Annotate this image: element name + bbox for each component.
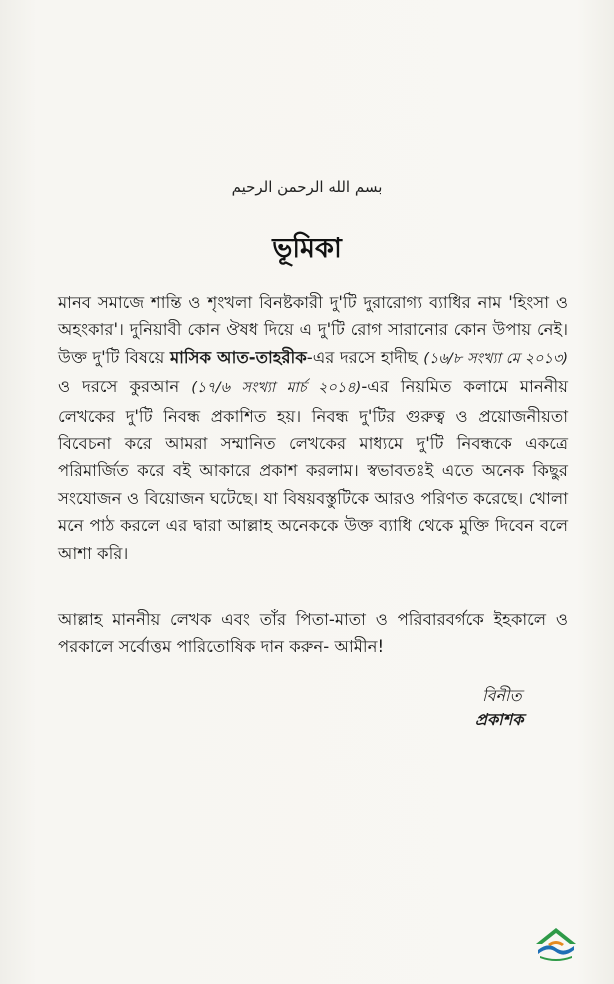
signoff-humbly: বিনীত (482, 686, 522, 705)
logo-wave-blue (538, 945, 574, 954)
signoff-publisher: প্রকাশক (475, 710, 524, 729)
para1-text-d: -এর নিয়মিত কলামে মাননীয় লেখকের দু'টি নিবন্ধ প্রকাশিত হয়। নিবন্ধ দু'টির গুরুত্ব ও প্রয়োজনীয়তা বিবেচনা করে আমরা সম্মানিত লেখকের মাধ্যমে দু'টি নিবন্ধকে একত্রে পরিমার্জিত করে বই আকারে প্রকাশ করলাম। স্বভাবতঃই এতে অনেক কিছুর সংযোজন ও বিয়োজন ঘটেছে। যা বিষয়বস্তুটিকে আরও পরিণত করেছে। খোলা মনে পাঠ করলে এর দ্বারা আল্লাহ অনেককে উক্ত ব্যাধি থেকে মুক্তি দিবেন বলে আশা করি। (58, 377, 568, 563)
logo-base-green (540, 956, 572, 961)
para1-text-b: -এর দরসে হাদীছ (306, 347, 424, 367)
magazine-name: মাসিক আত-তাহরীক (169, 347, 307, 367)
publisher-logo-icon (532, 922, 580, 962)
para1-text-a: মানব সমাজে শান্তি ও শৃংখলা বিনষ্টকারী দু'টি দুরারোগ্য ব্যাধির নাম 'হিংসা ও অহংকার'। দুনিয়াবী কোন ঔষধ দিয়ে এ দু'টি রোগ সারানোর কোন উপায় নেই। উক্ত দু'টি বিষয়ে (58, 293, 568, 367)
bismillah-heading: بسم الله الرحمن الرحيم (231, 178, 383, 196)
para1-text-c: ও দরসে কুরআন (58, 377, 192, 397)
reference-quran-issue: (১৭/৬ সংখ্যা মার্চ ২০১৪) (191, 380, 362, 397)
preface-paragraph-1 (58, 289, 568, 567)
preface-paragraph-2: আল্লাহ মাননীয় লেখক এবং তাঁর পিতা-মাতা ও পরিবারবর্গকে ইহকালে ও পরকালে সর্বোত্তম পারিতোষিক দান করুন- আমীন! (58, 610, 568, 657)
reference-hadith-issue: (১৬/৮ সংখ্যা মে ২০১৩) (423, 350, 568, 367)
page-title: ভূমিকা (272, 233, 342, 264)
logo-wave-orange (548, 941, 564, 946)
